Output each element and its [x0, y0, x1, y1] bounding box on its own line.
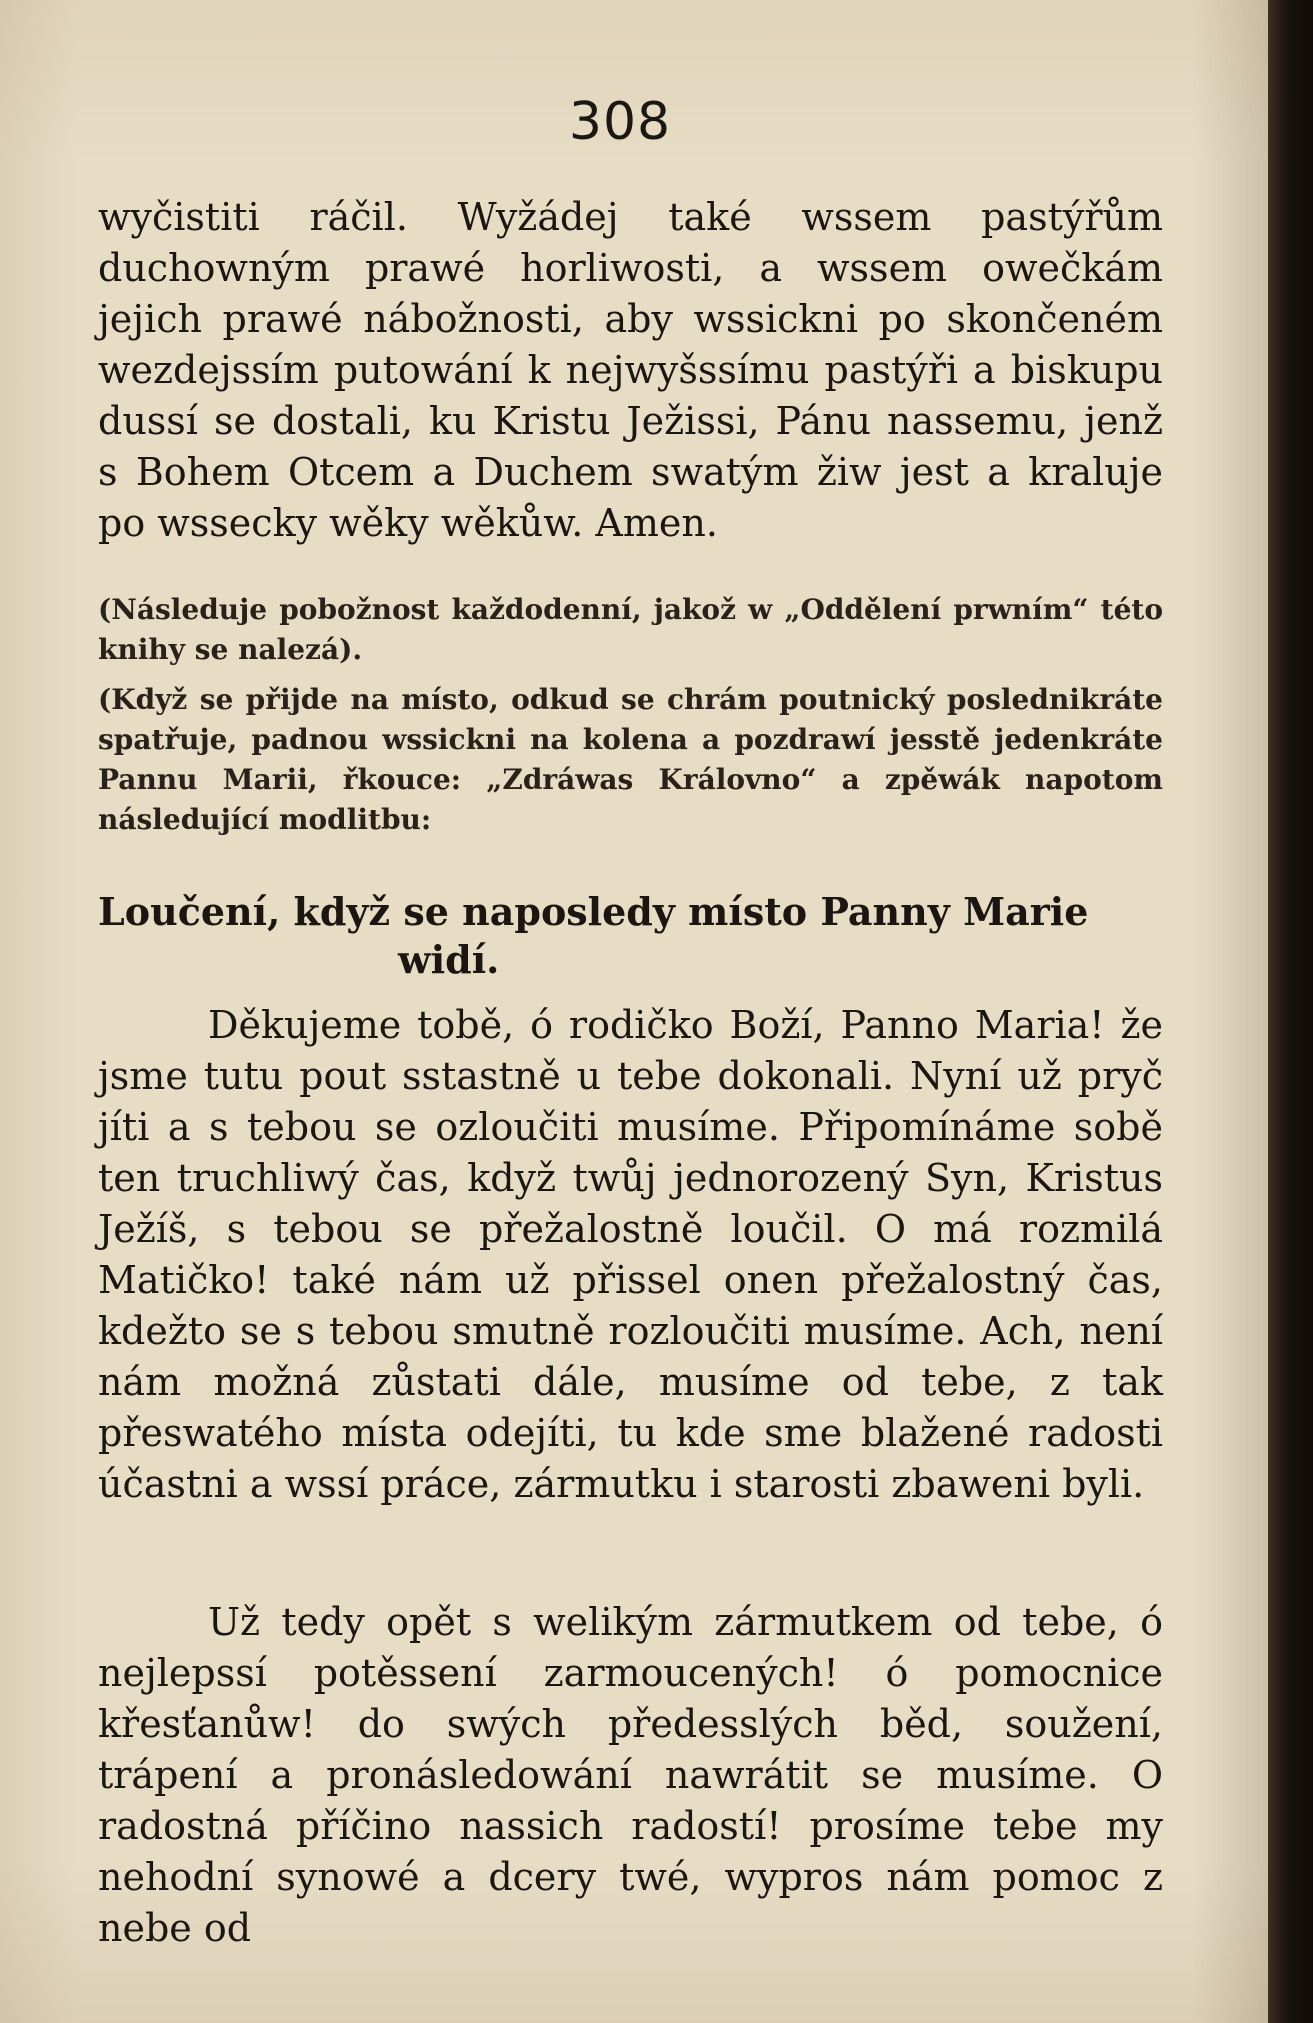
heading-line-2: widí.	[398, 937, 500, 982]
note-pilgrimage-instruction: (Když se přijde na místo, odkud se chrám poutnický poslednikráte spatřuje, padnou wssickni na kolena a pozdrawí jesstě jedenkráte Pannu Marii, řkouce: „Zdráwas Královno“ a zpěwák napotom následující modlitbu:	[98, 683, 1163, 836]
paragraph-return: Už tedy opět s welikým zármutkem od tebe, ó nejlepssí potěssení zarmoucených! ó pomocnice křesťanůw! do swých předesslých běd, soužení, trápení a pronásledowání nawrátit se musíme. O radostná příčino nassich radostí! prosíme tebe my nehodní synowé a dcery twé, wypros nám pomoc z nebe od	[98, 1600, 1163, 1950]
book-spine	[1268, 0, 1313, 2023]
section-heading	[98, 888, 1163, 984]
heading-line-1: Loučení, když se naposledy místo Panny Marie	[98, 889, 1089, 934]
intro-paragraph: wyčistiti ráčil. Wyžádej také wssem pastýřům duchowným prawé horliwosti, a wssem owečkám jejich prawé nábožnosti, aby wssickni po skončeném wezdejssím putowání k nejwyšssímu pastýři a biskupu dussí se dostali, ku Kristu Ježissi, Pánu nassemu, jenž s Bohem Otcem a Duchem swatým žiw jest a kraluje po wssecky wěky wěkůw. Amen.	[98, 195, 1163, 545]
paragraph-farewell: Děkujeme tobě, ó rodičko Boží, Panno Maria! že jsme tutu pout sstastně u tebe dokonali. Nyní už pryč jíti a s tebou se ozloučiti musíme. Připomínáme sobě ten truchliwý čas, když twůj jednorozený Syn, Kristus Ježíš, s tebou se přežalostně loučil. O má rozmilá Matičko! také nám už přissel onen přežalostný čas, kdežto se s tebou smutně rozloučiti musíme. Ach, není nám možná zůstati dále, musíme od tebe, z tak přeswatého místa odejíti, tu kde sme blažené radosti účastni a wssí práce, zármutku i starosti zbaweni byli.	[98, 1003, 1163, 1506]
note-devotion: (Následuje pobožnost každodenní, jakož w „Oddělení prwním“ této knihy se nalezá).	[98, 593, 1163, 666]
page-number: 308	[568, 92, 672, 152]
